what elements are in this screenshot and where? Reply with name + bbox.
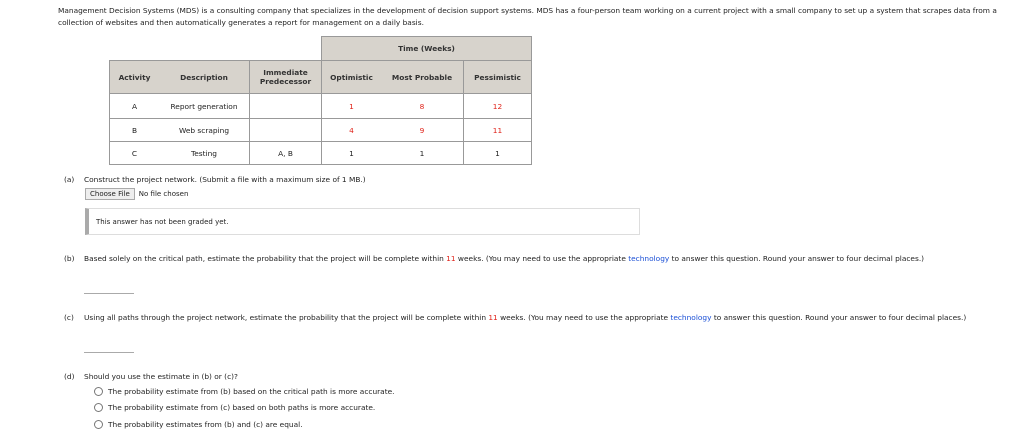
cell: 8 <box>381 94 464 119</box>
cell <box>250 119 322 142</box>
time-weeks-header: Time (Weeks) <box>322 37 532 61</box>
option-label: The probability estimates from (b) and (c) are equal. <box>108 420 303 429</box>
file-upload <box>85 188 188 200</box>
option-label: The probability estimate from (b) based on the critical path is more accurate. <box>108 387 395 396</box>
cell: 9 <box>381 119 464 142</box>
label: (a) <box>64 175 75 184</box>
graded-status: This answer has not been graded yet. <box>85 208 640 235</box>
label: (c) <box>64 313 74 322</box>
question-text <box>84 312 1014 324</box>
cell: C <box>110 142 160 165</box>
header-predecessor: Immediate Predecessor <box>250 61 322 94</box>
question-a <box>64 174 1014 186</box>
radio-icon[interactable] <box>94 403 103 412</box>
table-row <box>110 119 532 142</box>
technology-link[interactable]: technology <box>670 313 712 322</box>
question-b <box>64 253 1014 265</box>
header-activity: Activity <box>110 61 160 94</box>
cell: 1 <box>381 142 464 165</box>
text: weeks. (You may need to use the appropriate <box>497 313 671 322</box>
cell: B <box>110 119 160 142</box>
text: to answer this question. Round your answer to four decimal places.) <box>711 313 967 322</box>
choose-file-button[interactable]: Choose File <box>85 188 135 200</box>
question-d <box>64 371 1014 383</box>
cell: 11 <box>464 119 532 142</box>
no-file-text: No file chosen <box>138 190 189 198</box>
question-text <box>84 253 1014 265</box>
radio-icon[interactable] <box>94 420 103 429</box>
question-text: Should you use the estimate in (b) or (c)? <box>84 372 238 381</box>
question-text: Construct the project network. (Submit a file with a maximum size of 1 MB.) <box>84 175 366 184</box>
option-b-more-accurate[interactable] <box>94 387 395 396</box>
table-row <box>110 94 532 119</box>
table-row <box>110 142 532 165</box>
activity-table <box>109 36 532 165</box>
technology-link[interactable]: technology <box>628 254 670 263</box>
cell: Web scraping <box>159 119 250 142</box>
problem-intro: Management Decision Systems (MDS) is a consulting company that specializes in the development of decision support systems. MDS has a four-person team working on a current project with a small company to set up a system that scrapes data from a collection of websites and then automatically generates a report for management on a daily basis. <box>58 6 997 27</box>
weeks-value: 11 <box>446 254 456 263</box>
option-equal[interactable] <box>94 420 303 429</box>
cell: 1 <box>464 142 532 165</box>
weeks-value: 11 <box>488 313 498 322</box>
cell: 1 <box>322 94 382 119</box>
answer-b-input[interactable] <box>84 293 134 294</box>
label: (b) <box>64 254 75 263</box>
text: to answer this question. Round your answer to four decimal places.) <box>669 254 925 263</box>
cell: Testing <box>159 142 250 165</box>
cell: A, B <box>250 142 322 165</box>
cell: 4 <box>322 119 382 142</box>
cell: A <box>110 94 160 119</box>
header-most-probable: Most Probable <box>381 61 464 94</box>
text: weeks. (You may need to use the appropriate <box>455 254 629 263</box>
header-optimistic: Optimistic <box>322 61 382 94</box>
option-c-more-accurate[interactable] <box>94 403 375 412</box>
header-description: Description <box>159 61 250 94</box>
option-label: The probability estimate from (c) based on both paths is more accurate. <box>108 403 376 412</box>
cell: Report generation <box>159 94 250 119</box>
cell: 12 <box>464 94 532 119</box>
cell: 1 <box>322 142 382 165</box>
cell <box>250 94 322 119</box>
radio-icon[interactable] <box>94 387 103 396</box>
text: Using all paths through the project network, estimate the probability that the project will be complete within <box>84 313 489 322</box>
label: (d) <box>64 372 75 381</box>
header-pessimistic: Pessimistic <box>464 61 532 94</box>
question-c <box>64 312 1014 324</box>
text: Based solely on the critical path, estimate the probability that the project will be complete within <box>84 254 447 263</box>
answer-c-input[interactable] <box>84 352 134 353</box>
